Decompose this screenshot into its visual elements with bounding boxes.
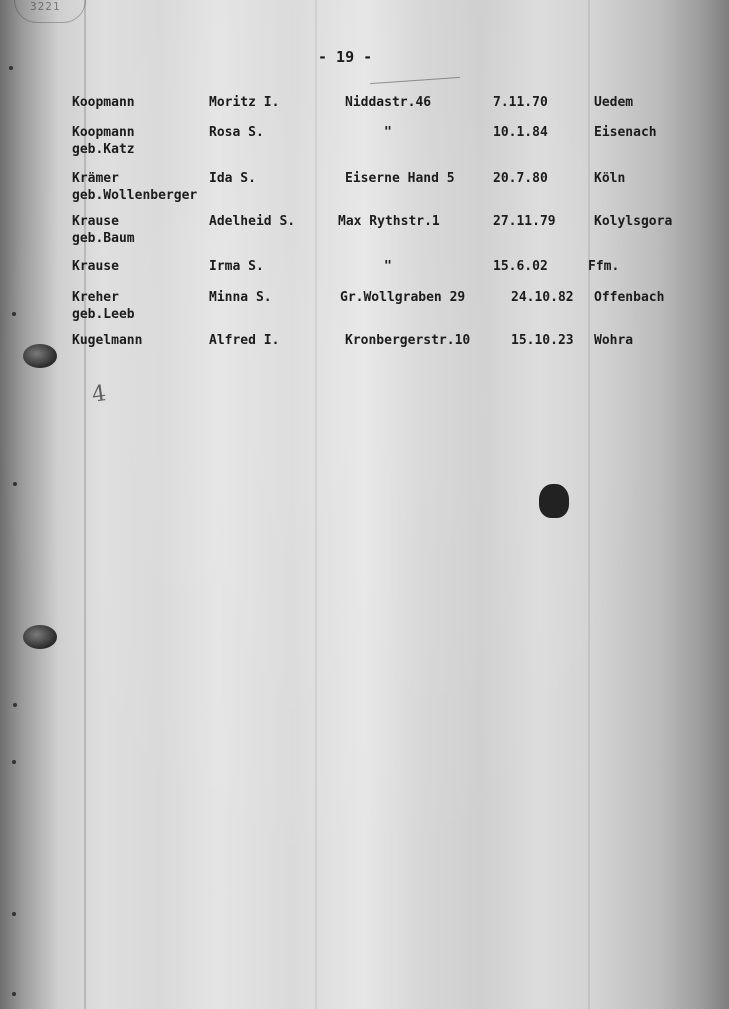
surname bbox=[72, 332, 142, 349]
surname bbox=[72, 258, 119, 275]
birthplace: Kolylsgora bbox=[594, 214, 673, 229]
punch-hole bbox=[23, 344, 57, 368]
ink-blot bbox=[539, 484, 569, 518]
birth-date: 10.1.84 bbox=[493, 125, 548, 140]
scan-streak bbox=[588, 0, 590, 1009]
birth-name: geb.Baum bbox=[72, 231, 135, 246]
first-name: Adelheid S. bbox=[209, 214, 296, 229]
street-ditto-mark: " bbox=[384, 125, 392, 140]
street-address: Gr.Wollgraben 29 bbox=[340, 290, 466, 305]
first-name: Moritz I. bbox=[209, 95, 280, 110]
surname bbox=[72, 124, 135, 158]
first-name: Alfred I. bbox=[209, 333, 280, 348]
margin-dot bbox=[12, 912, 16, 916]
birth-name: geb.Katz bbox=[72, 142, 135, 157]
birth-name: geb.Leeb bbox=[72, 307, 135, 322]
birth-date: 20.7.80 bbox=[493, 171, 548, 186]
surname bbox=[72, 289, 135, 323]
page-number: - 19 - bbox=[318, 48, 373, 66]
margin-dot bbox=[12, 760, 16, 764]
margin-dot bbox=[12, 312, 16, 316]
first-name: Minna S. bbox=[209, 290, 272, 305]
street-ditto-mark: " bbox=[384, 259, 392, 274]
birth-date: 15.10.23 bbox=[511, 333, 574, 348]
surname-text: Kreher bbox=[72, 290, 119, 305]
first-name: Irma S. bbox=[209, 259, 264, 274]
birthplace: Wohra bbox=[594, 333, 634, 348]
surname-text: Krämer bbox=[72, 171, 119, 186]
birth-date: 24.10.82 bbox=[511, 290, 574, 305]
birthplace: Ffm. bbox=[588, 259, 620, 274]
first-name: Rosa S. bbox=[209, 125, 264, 140]
surname-text: Koopmann bbox=[72, 125, 135, 140]
margin-dot bbox=[13, 703, 17, 707]
pencil-stroke bbox=[370, 77, 460, 84]
birth-date: 15.6.02 bbox=[493, 259, 548, 274]
punch-hole bbox=[23, 625, 57, 649]
birth-name: geb.Wollenberger bbox=[72, 188, 198, 203]
surname-text: Krause bbox=[72, 214, 119, 229]
surname bbox=[72, 213, 135, 247]
street-address: Niddastr.46 bbox=[345, 95, 432, 110]
surname-text: Koopmann bbox=[72, 95, 135, 110]
pencil-margin-mark: 4 bbox=[90, 381, 108, 408]
street-address: Eiserne Hand 5 bbox=[345, 171, 455, 186]
first-name: Ida S. bbox=[209, 171, 256, 186]
birth-date: 27.11.79 bbox=[493, 214, 556, 229]
scan-streak bbox=[315, 0, 317, 1009]
margin-dot bbox=[13, 482, 17, 486]
surname bbox=[72, 170, 197, 204]
birthplace: Eisenach bbox=[594, 125, 657, 140]
surname-text: Kugelmann bbox=[72, 333, 143, 348]
margin-dot bbox=[12, 992, 16, 996]
surname bbox=[72, 94, 135, 111]
street-address: Max Rythstr.1 bbox=[338, 214, 440, 229]
birthplace: Köln bbox=[594, 171, 626, 186]
birth-date: 7.11.70 bbox=[493, 95, 548, 110]
corner-note: 3221 bbox=[30, 0, 61, 13]
birthplace: Uedem bbox=[594, 95, 634, 110]
surname-text: Krause bbox=[72, 259, 119, 274]
street-address: Kronbergerstr.10 bbox=[345, 333, 471, 348]
margin-dot bbox=[9, 66, 13, 70]
birthplace: Offenbach bbox=[594, 290, 665, 305]
